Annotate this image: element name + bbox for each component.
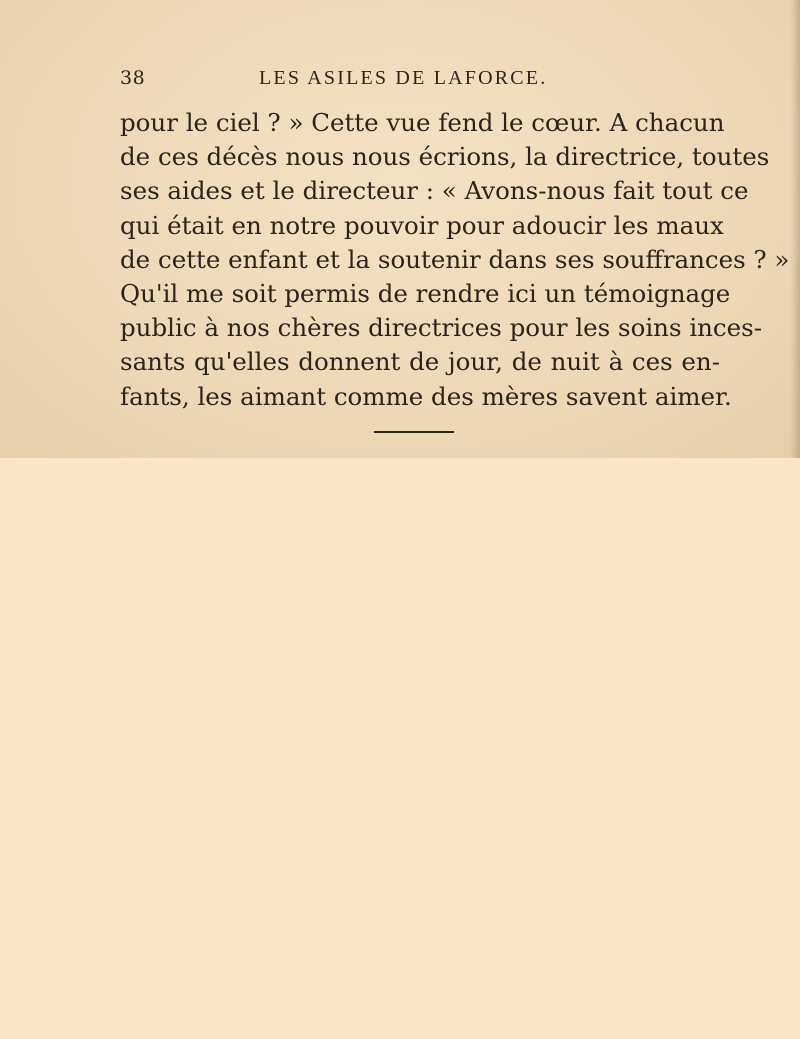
text-line: sants qu'elles donnent de jour, de nuit à ces en- (120, 347, 720, 377)
text-line: de ces décès nous nous écrions, la directrice, toutes (120, 142, 770, 172)
text-line: pour le ciel ? » Cette vue fend le cœur. A chacun (120, 108, 725, 137)
text-line: fants, les aimant comme des mères savent aimer. (120, 381, 732, 411)
text-line: Qu'il me soit permis de rendre ici un témoignage (120, 278, 731, 308)
section-end-rule (374, 431, 454, 433)
running-title: LES ASILES DE LAFORCE. (259, 67, 548, 89)
page-edge-shadow (790, 0, 800, 458)
text-line: ses aides et le directeur : « Avons-nous fait tout ce (120, 176, 749, 206)
text-line: de cette enfant et la soutenir dans ses souffrances ? » (120, 244, 790, 274)
page-number: 38 (120, 67, 146, 89)
body-paragraph (120, 106, 790, 414)
text-line: qui était en notre pouvoir pour adoucir les maux (120, 210, 724, 240)
text-line: public à nos chères directrices pour les soins inces- (120, 313, 763, 343)
